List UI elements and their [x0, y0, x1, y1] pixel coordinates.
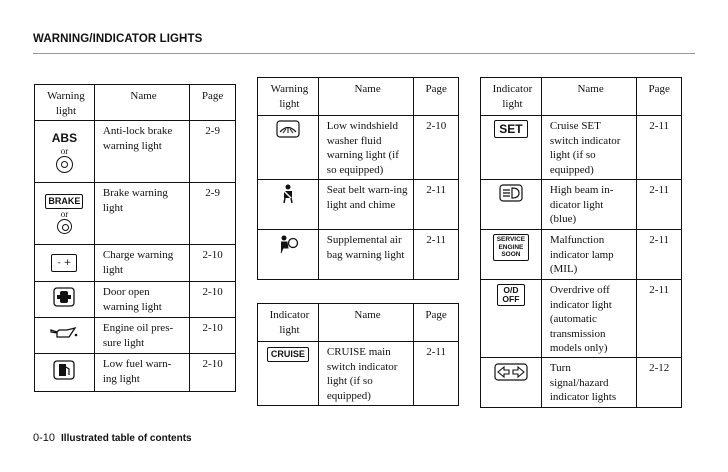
col-header-name: Name — [541, 78, 637, 116]
od-off-icon: O/D OFF — [481, 280, 542, 358]
service-engine-soon-icon: SERVICE ENGINE SOON — [481, 230, 542, 280]
fuel-pump-icon — [35, 354, 95, 392]
warning-lights-table-1 — [34, 84, 236, 392]
light-page: 2-11 — [637, 116, 682, 180]
light-page: 2-10 — [190, 282, 236, 318]
footer-page-number: 0-10 — [33, 432, 56, 444]
oil-can-icon — [35, 318, 95, 354]
light-page: 2-9 — [190, 121, 236, 183]
washer-fluid-icon — [258, 116, 319, 180]
seat-belt-icon — [258, 180, 319, 230]
col-header-name: Name — [318, 78, 414, 116]
set-icon: SET — [481, 116, 542, 180]
table-row — [481, 180, 682, 230]
light-name: Cruise SET switch indicator light (if so equipped) — [541, 116, 637, 180]
table-row — [481, 116, 682, 180]
col-header-page: Page — [414, 78, 459, 116]
light-page: 2-11 — [637, 230, 682, 280]
cruise-icon: CRUISE — [258, 342, 319, 406]
light-name: Anti-lock brake warning light — [94, 121, 189, 183]
light-name: Malfunction indicator lamp (MIL) — [541, 230, 637, 280]
light-page: 2-11 — [637, 280, 682, 358]
col-header-page: Page — [414, 304, 459, 342]
light-name: CRUISE main switch indicator light (if so equipped) — [318, 342, 413, 406]
light-page: 2-10 — [190, 245, 236, 282]
table-row — [35, 183, 236, 245]
door-open-icon — [35, 282, 95, 318]
light-page: 2-10 — [190, 318, 236, 354]
light-name: Overdrive off indicator light (automatic transmission models only) — [541, 280, 637, 358]
table-row — [481, 230, 682, 280]
indicator-lights-table-2 — [480, 77, 682, 408]
table-row — [258, 116, 459, 180]
section-title: WARNING/INDICATOR LIGHTS — [33, 33, 203, 45]
high-beam-icon — [481, 180, 542, 230]
col-header-page: Page — [637, 78, 682, 116]
col-header-page: Page — [190, 85, 236, 121]
light-page: 2-10 — [414, 116, 459, 180]
warning-lights-table-2 — [257, 77, 459, 280]
light-page: 2-11 — [637, 180, 682, 230]
abs-warning-icon: ABS or — [35, 121, 95, 183]
light-name: Seat belt warn-ing light and chime — [318, 180, 414, 230]
air-bag-icon — [258, 230, 319, 280]
light-page: 2-11 — [414, 342, 459, 406]
col-header-name: Name — [318, 304, 413, 342]
table-row — [35, 282, 236, 318]
indicator-lights-table-1 — [257, 303, 459, 406]
light-page: 2-11 — [414, 230, 459, 280]
col-header-warning-light: Warning light — [258, 78, 319, 116]
light-name: Low fuel warn-ing light — [94, 354, 189, 392]
brake-warning-icon: BRAKE or — [35, 183, 95, 245]
light-name: Brake warning light — [94, 183, 189, 245]
light-page: 2-9 — [190, 183, 236, 245]
light-name: Door open warning light — [94, 282, 189, 318]
turn-signal-icon — [481, 358, 542, 408]
table-row — [258, 230, 459, 280]
light-name: Turn signal/hazard indicator lights — [541, 358, 637, 408]
table-row — [481, 280, 682, 358]
col-header-name: Name — [94, 85, 189, 121]
table-row — [258, 342, 459, 406]
light-page: 2-12 — [637, 358, 682, 408]
table-row — [35, 245, 236, 282]
table-row — [258, 180, 459, 230]
table-row — [35, 121, 236, 183]
light-name: Supplemental air bag warning light — [318, 230, 414, 280]
table-row — [35, 354, 236, 392]
light-page: 2-10 — [190, 354, 236, 392]
col-header-indicator-light: Indicator light — [258, 304, 319, 342]
col-header-warning-light: Warning light — [35, 85, 95, 121]
light-page: 2-11 — [414, 180, 459, 230]
col-header-indicator-light: Indicator light — [481, 78, 542, 116]
header-rule — [33, 53, 695, 54]
brake-circle-icon — [57, 219, 72, 234]
page-footer — [33, 432, 192, 444]
light-name: Low windshield washer fluid warning light (if so equipped) — [318, 116, 414, 180]
light-name: High beam in-dicator light (blue) — [541, 180, 637, 230]
table-row — [481, 358, 682, 408]
light-name: Engine oil pres-sure light — [94, 318, 189, 354]
table-row — [35, 318, 236, 354]
brake-circle-icon — [56, 156, 73, 173]
battery-icon: - + — [35, 245, 95, 282]
footer-title: Illustrated table of contents — [61, 433, 192, 444]
light-name: Charge warning light — [94, 245, 189, 282]
